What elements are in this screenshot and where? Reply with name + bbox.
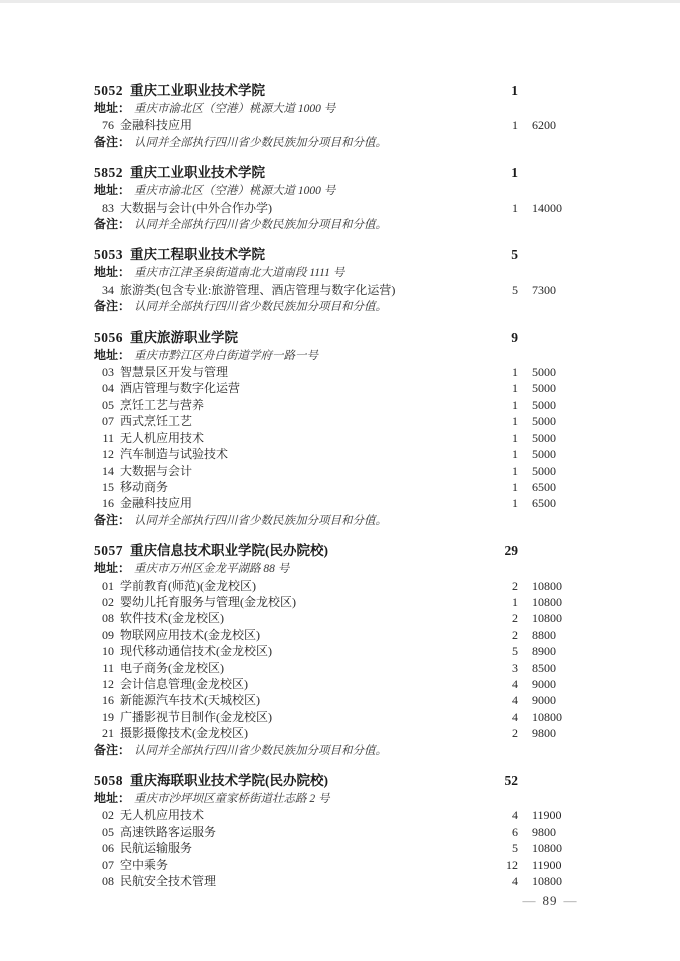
major-code: 11 <box>102 430 114 445</box>
major-row <box>94 676 576 692</box>
major-fee: 5000 <box>532 447 556 462</box>
address-row <box>94 182 576 199</box>
major-row <box>94 610 576 626</box>
major-fee: 9800 <box>532 824 556 839</box>
major-row <box>94 117 576 133</box>
institution-name: 重庆工业职业技术学院 <box>130 83 265 98</box>
major-row <box>94 840 576 856</box>
institution-name: 重庆工业职业技术学院 <box>130 165 265 181</box>
institution-section <box>94 541 576 759</box>
remark-row <box>94 216 576 233</box>
major-fee: 10800 <box>532 874 562 889</box>
major-code: 12 <box>102 676 114 691</box>
institution-code: 5057 <box>94 543 123 559</box>
major-title <box>94 594 482 610</box>
remark-text: 认同并全部执行四川省少数民族加分项目和分值。 <box>134 219 388 232</box>
major-plan: 1 <box>512 397 518 412</box>
major-title <box>94 610 482 626</box>
major-code: 02 <box>102 594 114 609</box>
institution-section <box>94 771 576 889</box>
institution-name: 重庆旅游职业学院 <box>130 329 238 345</box>
institution-plan-total: 1 <box>511 165 518 181</box>
major-code: 16 <box>102 496 114 511</box>
institution-section <box>94 328 576 529</box>
address-text: 重庆市渝北区（空港）桃源大道 1000 号 <box>134 185 336 198</box>
major-fee: 9000 <box>532 676 556 691</box>
address-text: 重庆市江津圣泉街道南北大道南段 1111 号 <box>134 267 345 280</box>
major-code: 07 <box>102 857 114 872</box>
major-code: 05 <box>102 397 114 412</box>
major-row <box>94 380 576 396</box>
address-row <box>94 100 576 117</box>
address-label: 地址： <box>94 101 131 115</box>
institution-name: 重庆海联职业技术学院(民办院校) <box>130 773 328 788</box>
major-plan: 1 <box>512 496 518 511</box>
major-row <box>94 430 576 446</box>
major-title <box>94 857 482 873</box>
footer-left-dash: — <box>522 893 537 908</box>
major-title <box>94 676 482 692</box>
major-title <box>94 397 482 413</box>
major-fee: 11900 <box>532 808 562 823</box>
major-code: 16 <box>102 693 114 708</box>
remark <box>94 742 576 759</box>
remark-row <box>94 512 576 529</box>
institution-header <box>94 541 576 560</box>
major-code: 14 <box>102 463 114 478</box>
address-text: 重庆市渝北区（空港）桃源大道 1000 号 <box>134 103 336 115</box>
major-fee: 6500 <box>532 479 556 494</box>
major-fee: 9800 <box>532 726 556 741</box>
institution-section <box>94 245 576 315</box>
major-code: 34 <box>102 282 114 297</box>
remark-row <box>94 742 576 759</box>
major-name: 民航运输服务 <box>120 841 193 856</box>
institution-section <box>94 163 576 233</box>
major-code: 10 <box>102 644 114 659</box>
major-title <box>94 413 482 429</box>
major-fee: 8500 <box>532 660 556 675</box>
remark-label: 备注： <box>94 512 131 527</box>
address-text: 重庆市万州区金龙平湖路 88 号 <box>134 563 290 576</box>
major-title <box>94 873 482 889</box>
major-row <box>94 709 576 725</box>
major-name: 软件技术(金龙校区) <box>120 611 224 626</box>
page-footer <box>505 893 595 909</box>
address <box>94 560 576 577</box>
major-name: 金融科技应用 <box>120 496 193 511</box>
major-code: 08 <box>102 611 114 626</box>
remark <box>94 134 576 151</box>
address <box>94 790 576 807</box>
major-title <box>94 692 482 708</box>
institution-header <box>94 163 576 182</box>
address-label: 地址： <box>94 347 131 362</box>
major-row <box>94 824 576 840</box>
major-row <box>94 578 576 594</box>
major-fee: 14000 <box>532 200 562 215</box>
institution-code: 5052 <box>94 83 123 98</box>
major-plan: 1 <box>512 430 518 445</box>
major-plan: 12 <box>506 857 518 872</box>
major-title <box>94 840 482 856</box>
major-plan: 1 <box>512 447 518 462</box>
major-fee: 10800 <box>532 611 562 626</box>
address <box>94 347 576 364</box>
major-name: 民航安全技术管理 <box>120 874 217 889</box>
major-name: 大数据与会计(中外合作办学) <box>120 200 272 215</box>
page-top-edge <box>0 0 680 3</box>
major-plan: 4 <box>512 709 518 724</box>
institution-code: 5053 <box>94 247 123 263</box>
major-code: 01 <box>102 578 114 593</box>
major-plan: 2 <box>512 611 518 626</box>
remark <box>94 512 576 529</box>
major-fee: 10800 <box>532 578 562 593</box>
major-name: 广播影视节目制作(金龙校区) <box>120 709 272 724</box>
major-fee: 6500 <box>532 496 556 511</box>
institution-plan-total: 52 <box>504 773 518 788</box>
institution-plan-total: 9 <box>511 329 518 345</box>
major-plan: 1 <box>512 200 518 215</box>
major-title <box>94 709 482 725</box>
major-name: 烹饪工艺与营养 <box>120 397 205 412</box>
major-plan: 1 <box>512 594 518 609</box>
major-fee: 11900 <box>532 857 562 872</box>
institution-plan-total: 29 <box>504 543 518 559</box>
major-fee: 5000 <box>532 381 556 396</box>
major-plan: 4 <box>512 874 518 889</box>
major-row <box>94 873 576 889</box>
remark <box>94 298 576 315</box>
major-code: 05 <box>102 824 114 839</box>
major-fee: 5000 <box>532 365 556 380</box>
major-plan: 1 <box>512 479 518 494</box>
major-code: 02 <box>102 808 114 823</box>
major-name: 酒店管理与数字化运营 <box>120 381 241 396</box>
major-title <box>94 446 482 462</box>
major-title <box>94 495 482 511</box>
major-name: 大数据与会计 <box>120 463 193 478</box>
major-name: 智慧景区开发与管理 <box>120 365 229 380</box>
major-name: 电子商务(金龙校区) <box>120 660 224 675</box>
institution-title <box>94 771 482 790</box>
institution-title <box>94 163 482 182</box>
major-row <box>94 807 576 823</box>
institution-name: 重庆工程职业技术学院 <box>130 247 265 263</box>
major-name: 会计信息管理(金龙校区) <box>120 676 248 691</box>
footer-right-dash: — <box>563 893 578 908</box>
major-title <box>94 824 482 840</box>
remark <box>94 216 576 233</box>
institution-title <box>94 328 482 347</box>
major-title <box>94 380 482 396</box>
document-body <box>94 81 576 901</box>
institution-name: 重庆信息技术职业学院(民办院校) <box>130 543 328 559</box>
major-name: 现代移动通信技术(金龙校区) <box>120 644 272 659</box>
major-name: 新能源汽车技术(天城校区) <box>120 693 260 708</box>
major-name: 婴幼儿托育服务与管理(金龙校区) <box>120 594 296 609</box>
major-title <box>94 463 482 479</box>
address-text: 重庆市沙坪坝区童家桥街道壮志路 2 号 <box>134 793 330 805</box>
address-row <box>94 264 576 281</box>
major-code: 12 <box>102 447 114 462</box>
major-code: 07 <box>102 414 114 429</box>
major-title <box>94 643 482 659</box>
remark-text: 认同并全部执行四川省少数民族加分项目和分值。 <box>134 301 388 314</box>
address-row <box>94 347 576 364</box>
remark-label: 备注： <box>94 217 131 232</box>
major-row <box>94 627 576 643</box>
major-name: 摄影摄像技术(金龙校区) <box>120 726 248 741</box>
major-plan: 1 <box>512 414 518 429</box>
major-name: 无人机应用技术 <box>120 430 205 445</box>
major-fee: 5000 <box>532 463 556 478</box>
remark-text: 认同并全部执行四川省少数民族加分项目和分值。 <box>134 136 388 149</box>
major-title <box>94 578 482 594</box>
major-fee: 10800 <box>532 841 562 856</box>
major-title <box>94 627 482 643</box>
major-plan: 2 <box>512 726 518 741</box>
major-row <box>94 282 576 298</box>
major-fee: 7300 <box>532 282 556 297</box>
major-plan: 1 <box>512 381 518 396</box>
major-code: 19 <box>102 709 114 724</box>
major-name: 西式烹饪工艺 <box>120 414 193 429</box>
major-fee: 5000 <box>532 430 556 445</box>
major-code: 06 <box>102 841 114 856</box>
major-plan: 4 <box>512 676 518 691</box>
major-name: 物联网应用技术(金龙校区) <box>120 627 260 642</box>
major-row <box>94 200 576 216</box>
major-fee: 8900 <box>532 644 556 659</box>
major-code: 15 <box>102 479 114 494</box>
major-row <box>94 364 576 380</box>
institution-title <box>94 81 482 100</box>
major-code: 04 <box>102 381 114 396</box>
major-code: 76 <box>102 118 114 133</box>
major-title <box>94 660 482 676</box>
major-fee: 10800 <box>532 709 562 724</box>
major-fee: 5000 <box>532 414 556 429</box>
major-code: 21 <box>102 726 114 741</box>
address-row <box>94 790 576 807</box>
address <box>94 182 576 199</box>
institution-header <box>94 328 576 347</box>
major-fee: 9000 <box>532 693 556 708</box>
address-label: 地址： <box>94 561 131 576</box>
major-plan: 5 <box>512 282 518 297</box>
major-name: 高速铁路客运服务 <box>120 824 217 839</box>
major-title <box>94 200 482 216</box>
major-plan: 2 <box>512 578 518 593</box>
major-title <box>94 364 482 380</box>
remark-label: 备注： <box>94 742 131 757</box>
major-name: 无人机应用技术 <box>120 808 205 823</box>
major-plan: 5 <box>512 841 518 856</box>
major-title <box>94 807 482 823</box>
major-code: 03 <box>102 365 114 380</box>
major-title <box>94 430 482 446</box>
major-name: 移动商务 <box>120 479 169 494</box>
institution-code: 5852 <box>94 165 123 181</box>
major-code: 09 <box>102 627 114 642</box>
major-plan: 4 <box>512 808 518 823</box>
major-row <box>94 446 576 462</box>
major-row <box>94 643 576 659</box>
major-plan: 4 <box>512 693 518 708</box>
institution-title <box>94 541 482 560</box>
major-row <box>94 692 576 708</box>
major-name: 空中乘务 <box>120 857 169 872</box>
address-label: 地址： <box>94 183 131 198</box>
major-plan: 1 <box>512 118 518 133</box>
major-name: 金融科技应用 <box>120 118 193 133</box>
institution-title <box>94 245 482 264</box>
major-fee: 10800 <box>532 594 562 609</box>
major-code: 11 <box>102 660 114 675</box>
remark-text: 认同并全部执行四川省少数民族加分项目和分值。 <box>134 744 388 757</box>
major-plan: 2 <box>512 627 518 642</box>
major-row <box>94 479 576 495</box>
institution-code: 5058 <box>94 773 123 788</box>
major-title <box>94 725 482 741</box>
major-plan: 5 <box>512 644 518 659</box>
major-fee: 6200 <box>532 118 556 133</box>
remark-row <box>94 298 576 315</box>
remark-row <box>94 134 576 151</box>
major-row <box>94 413 576 429</box>
major-row <box>94 463 576 479</box>
institution-header <box>94 771 576 790</box>
major-row <box>94 725 576 741</box>
major-code: 83 <box>102 200 114 215</box>
address-row <box>94 560 576 577</box>
page-number: 89 <box>542 893 558 908</box>
major-row <box>94 660 576 676</box>
address <box>94 100 576 117</box>
major-plan: 3 <box>512 660 518 675</box>
remark-label: 备注： <box>94 134 131 149</box>
major-row <box>94 397 576 413</box>
major-name: 学前教育(师范)(金龙校区) <box>120 578 256 593</box>
major-plan: 1 <box>512 463 518 478</box>
address-label: 地址： <box>94 265 131 280</box>
remark-label: 备注： <box>94 299 131 314</box>
major-name: 汽车制造与试验技术 <box>120 447 229 462</box>
institution-plan-total: 5 <box>511 247 518 263</box>
major-fee: 8800 <box>532 627 556 642</box>
major-row <box>94 857 576 873</box>
major-plan: 6 <box>512 824 518 839</box>
institution-section <box>94 81 576 151</box>
institution-header <box>94 81 576 100</box>
remark-text: 认同并全部执行四川省少数民族加分项目和分值。 <box>134 514 388 527</box>
major-fee: 5000 <box>532 397 556 412</box>
major-name: 旅游类(包含专业:旅游管理、酒店管理与数字化运营) <box>120 282 396 297</box>
major-code: 08 <box>102 874 114 889</box>
major-row <box>94 495 576 511</box>
institution-code: 5056 <box>94 329 123 345</box>
address <box>94 264 576 281</box>
major-title <box>94 479 482 495</box>
address-text: 重庆市黔江区舟白街道学府一路一号 <box>134 349 319 362</box>
institution-header <box>94 245 576 264</box>
institution-plan-total: 1 <box>511 83 518 98</box>
sections <box>94 81 576 889</box>
major-row <box>94 594 576 610</box>
major-plan: 1 <box>512 365 518 380</box>
major-title <box>94 282 482 298</box>
address-label: 地址： <box>94 791 131 805</box>
major-title <box>94 117 482 133</box>
